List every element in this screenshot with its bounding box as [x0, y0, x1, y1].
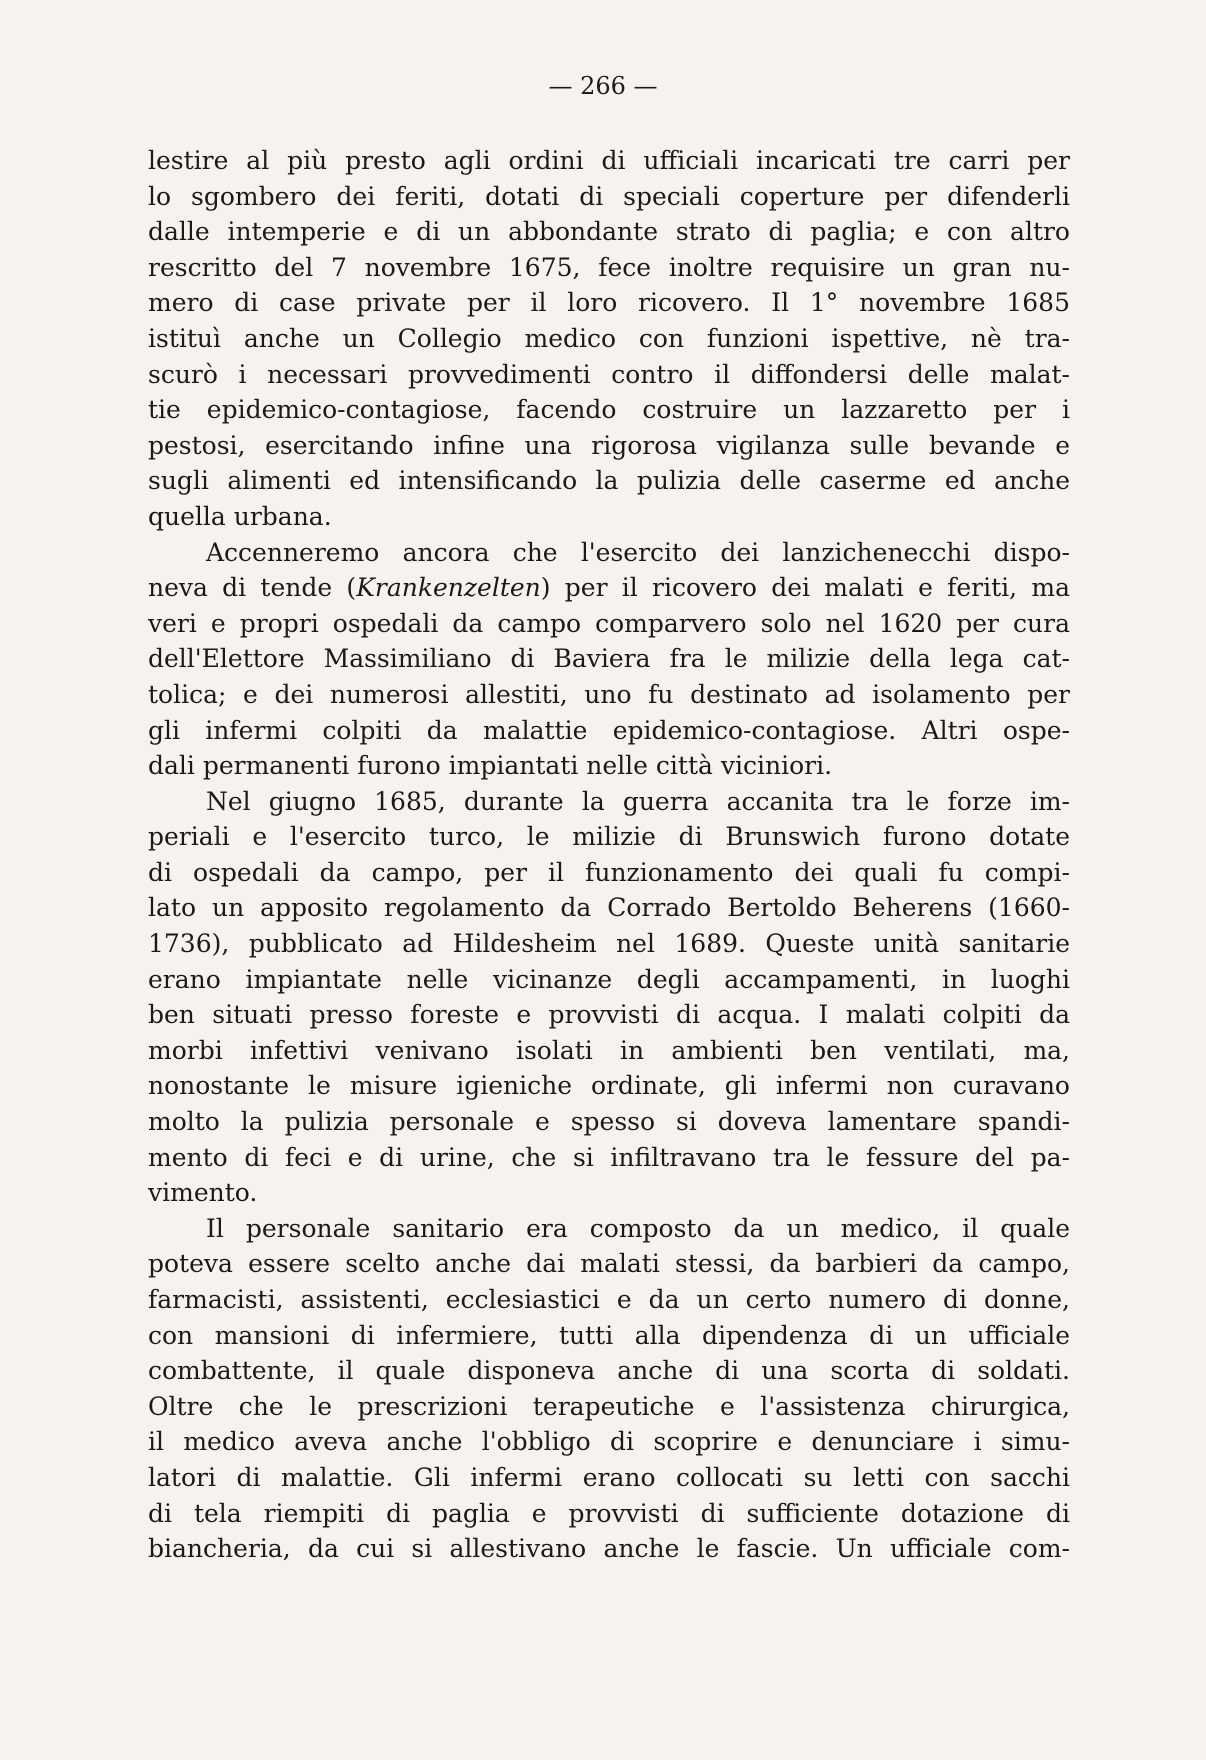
- text-line: veri e propri ospedali da campo comparvero solo nel 1620 per cura: [148, 608, 1070, 638]
- text-line: lo sgombero dei feriti, dotati di speciali coperture per difenderli: [148, 181, 1070, 211]
- text-line: tolica; e dei numerosi allestiti, uno fu destinato ad isolamento per: [148, 679, 1070, 709]
- text-line: dell'Elettore Massimiliano di Baviera fra le milizie della lega cat-: [148, 644, 1070, 674]
- text-line: mento di feci e di urine, che si infiltravano tra le fessure del pa-: [148, 1142, 1070, 1172]
- body-text: [148, 143, 1070, 1567]
- text-line: periali e l'esercito turco, le milizie di Brunswich furono dotate: [148, 822, 1070, 852]
- text-line: molto la pulizia personale e spesso si doveva lamentare spandi-: [148, 1107, 1070, 1137]
- paragraph-1: [148, 143, 1070, 535]
- text-line: sugli alimenti ed intensificando la pulizia delle caserme ed anche: [148, 466, 1070, 496]
- italic-term: Krankenzelten: [356, 573, 541, 603]
- text-line: dali permanenti furono impiantati nelle città viciniori.: [148, 751, 833, 781]
- text-line: erano impiantate nelle vicinanze degli accampamenti, in luoghi: [148, 964, 1070, 994]
- paragraph-2: [148, 535, 1070, 784]
- text-line: vimento.: [148, 1178, 258, 1208]
- text-line: Accenneremo ancora che l'esercito dei lanzichenecchi dispo-: [206, 537, 1070, 567]
- text-line: Il personale sanitario era composto da un medico, il quale: [206, 1213, 1070, 1243]
- text-line: Oltre che le prescrizioni terapeutiche e l'assistenza chirurgica,: [148, 1391, 1070, 1421]
- text-line: lestire al più presto agli ordini di ufficiali incaricati tre carri per: [148, 146, 1070, 175]
- text-line: Nel giugno 1685, durante la guerra accanita tra le forze im-: [206, 786, 1070, 816]
- paragraph-4: [148, 1211, 1070, 1567]
- paragraph-3: [148, 784, 1070, 1211]
- text-line: scurò i necessari provvedimenti contro il diffondersi delle malat-: [148, 359, 1070, 389]
- text-line: tie epidemico-contagiose, facendo costruire un lazzaretto per i: [148, 395, 1070, 425]
- text-line: biancheria, da cui si allestivano anche le fascie. Un ufficiale com-: [148, 1534, 1070, 1564]
- page-number: — 266 —: [548, 72, 658, 100]
- text-line: poteva essere scelto anche dai malati stessi, da barbieri da campo,: [148, 1249, 1070, 1279]
- text-line: istituì anche un Collegio medico con funzioni ispettive, nè tra-: [148, 323, 1070, 353]
- text-line: latori di malattie. Gli infermi erano collocati su letti con sacchi: [148, 1462, 1070, 1492]
- text-line: farmacisti, assistenti, ecclesiastici e da un certo numero di donne,: [148, 1285, 1070, 1314]
- text-line: di ospedali da campo, per il funzionamento dei quali fu compi-: [148, 857, 1070, 887]
- text-line: dalle intemperie e di un abbondante strato di paglia; e con altro: [148, 217, 1070, 247]
- text-line: con mansioni di infermiere, tutti alla dipendenza di un ufficiale: [148, 1320, 1070, 1350]
- text-line: combattente, il quale disponeva anche di una scorta di soldati.: [148, 1356, 1070, 1386]
- text-line: neva di tende (Krankenzelten) per il ricovero dei malati e feriti, ma: [148, 573, 1070, 603]
- text-line: 1736), pubblicato ad Hildesheim nel 1689. Queste unità sanitarie: [148, 929, 1070, 959]
- text-line: di tela riempiti di paglia e provvisti di sufficiente dotazione di: [148, 1498, 1070, 1528]
- text-line: lato un apposito regolamento da Corrado Bertoldo Beherens (1660-: [148, 893, 1070, 923]
- text-line: il medico aveva anche l'obbligo di scoprire e denunciare i simu-: [148, 1427, 1070, 1457]
- text-line: gli infermi colpiti da malattie epidemico-contagiose. Altri ospe-: [148, 715, 1070, 745]
- text-line: morbi infettivi venivano isolati in ambienti ben ventilati, ma,: [148, 1035, 1070, 1065]
- text-line: mero di case private per il loro ricovero. Il 1° novembre 1685: [148, 288, 1070, 318]
- text-line: quella urbana.: [148, 501, 332, 531]
- text-line: pestosi, esercitando infine una rigorosa vigilanza sulle bevande e: [148, 430, 1070, 460]
- text-line: rescritto del 7 novembre 1675, fece inoltre requisire un gran nu-: [148, 252, 1070, 282]
- text-line: nonostante le misure igieniche ordinate, gli infermi non curavano: [148, 1071, 1070, 1101]
- text-line: ben situati presso foreste e provvisti di acqua. I malati colpiti da: [148, 1000, 1070, 1030]
